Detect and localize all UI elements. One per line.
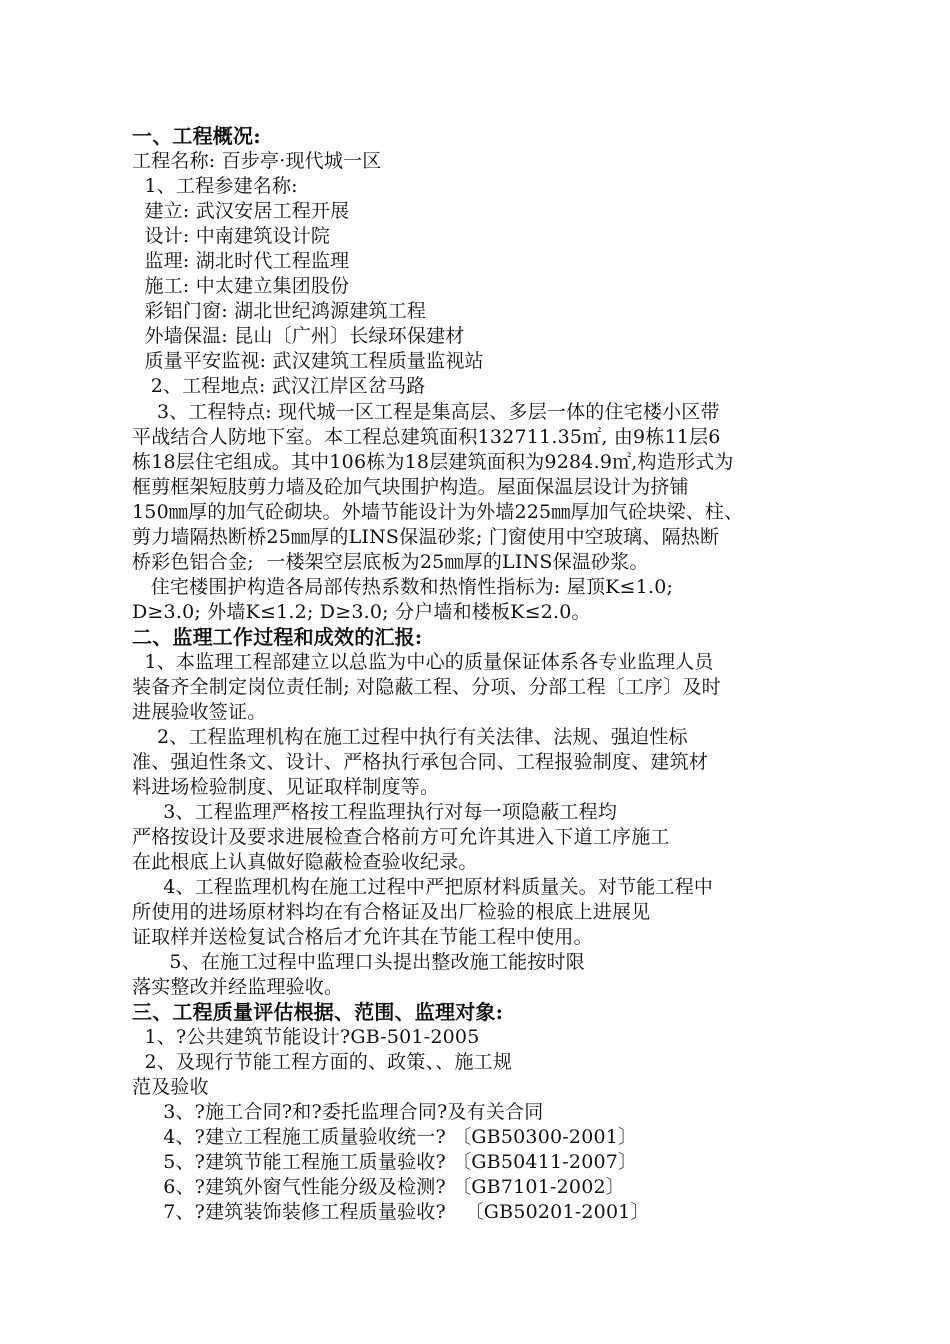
text-line: 住宅楼围护构造各局部传热系数和热惰性指标为: 屋顶K≤1.0; — [132, 576, 674, 598]
text-line: 严格按设计及要求进展检查合格前方可允许其进入下道工序施工 — [132, 826, 670, 848]
text-line: 框剪框架短肢剪力墙及砼加气块围护构造。屋面保温层设计为挤铺 — [132, 476, 689, 498]
text-line: 5、在施工过程中监理口头提出整改施工能按时限 — [132, 951, 585, 973]
section-heading-3: 三、工程质量评估根据、范围、监理对象: — [132, 1000, 504, 1024]
text-line: 2、工程地点: 武汉江岸区岔马路 — [132, 375, 426, 397]
text-line: 3、工程监理严格按工程监理执行对每一项隐蔽工程均 — [132, 801, 618, 823]
text-line: 3、?施工合同?和?委托监理合同?及有关合同 — [132, 1101, 544, 1123]
text-line: 料进场检验制度、见证取样制度等。 — [132, 776, 440, 798]
text-line: 5、?建筑节能工程施工质量验收? 〔GB50411-2007〕 — [132, 1151, 638, 1173]
text-line: 4、工程监理机构在施工过程中严把原材料质量关。对节能工程中 — [132, 876, 714, 898]
text-line: 监理: 湖北时代工程监理 — [132, 250, 350, 272]
text-line: 施工: 中太建立集团股份 — [132, 275, 350, 297]
text-line: 4、?建立工程施工质量验收统一? 〔GB50300-2001〕 — [132, 1126, 638, 1148]
text-line: D≥3.0; 外墙K≤1.2; D≥3.0; 分户墙和楼板K≤2.0。 — [132, 601, 591, 623]
text-line: 设计: 中南建筑设计院 — [132, 225, 331, 247]
text-line: 平战结合人防地下室。本工程总建筑面积132711.35㎡, 由9栋11层6 — [132, 426, 721, 448]
text-line: 栋18层住宅组成。其中106栋为18层建筑面积为9284.9㎡,构造形式为 — [132, 451, 734, 473]
project-name-line: 工程名称: 百步亭·现代城一区 — [132, 150, 382, 172]
text-line: 准、强迫性条文、设计、严格执行承包合同、工程报验制度、建筑材 — [132, 751, 709, 773]
text-line: 在此根底上认真做好隐蔽检查验收纪录。 — [132, 851, 478, 873]
text-line: 2、工程监理机构在施工过程中执行有关法律、法规、强迫性标 — [132, 726, 688, 748]
text-line: 证取样并送检复试合格后才允许其在节能工程中使用。 — [132, 926, 593, 948]
section-heading-2: 二、监理工作过程和成效的汇报: — [132, 625, 423, 649]
text-line: 装备齐全制定岗位责任制; 对隐蔽工程、分项、分部工程〔工序〕及时 — [132, 676, 721, 698]
section-heading-1: 一、工程概况: — [132, 124, 261, 148]
text-line: 1、?公共建筑节能设计?GB-501-2005 — [132, 1026, 480, 1048]
text-line: 质量平安监视: 武汉建筑工程质量监视站 — [132, 350, 484, 372]
text-line: 落实整改并经监理验收。 — [132, 976, 344, 998]
text-line: 建立: 武汉安居工程开展 — [132, 200, 350, 222]
text-line: 3、工程特点: 现代城一区工程是集高层、多层一体的住宅楼小区带 — [132, 401, 720, 423]
text-line: 桥彩色铝合金; 一楼架空层底板为25㎜厚的LINS保温砂浆。 — [132, 551, 649, 573]
text-line: 所使用的进场原材料均在有合格证及出厂检验的根底上进展见 — [132, 901, 651, 923]
text-line: 外墙保温: 昆山〔广州〕长绿环保建材 — [132, 325, 465, 347]
text-line: 范及验收 — [132, 1076, 209, 1098]
text-line: 1、本监理工程部建立以总监为中心的质量保证体系各专业监理人员 — [132, 651, 714, 673]
text-line: 150㎜厚的加气砼砌块。外墙节能设计为外墙225㎜厚加气砼块梁、柱、 — [132, 501, 744, 523]
text-line: 6、?建筑外窗气性能分级及检测? 〔GB7101-2002〕 — [132, 1176, 625, 1198]
text-line: 彩铝门窗: 湖北世纪鸿源建筑工程 — [132, 300, 427, 322]
text-line: 1、工程参建名称: — [132, 175, 298, 197]
text-line: 剪力墙隔热断桥25㎜厚的LINS保温砂浆; 门窗使用中空玻璃、隔热断 — [132, 526, 720, 548]
text-line: 7、?建筑装饰装修工程质量验收? 〔GB50201-2001〕 — [132, 1201, 650, 1223]
text-line: 进展验收签证。 — [132, 701, 267, 723]
text-line: 2、及现行节能工程方面的、政策、、施工规 — [132, 1051, 513, 1073]
